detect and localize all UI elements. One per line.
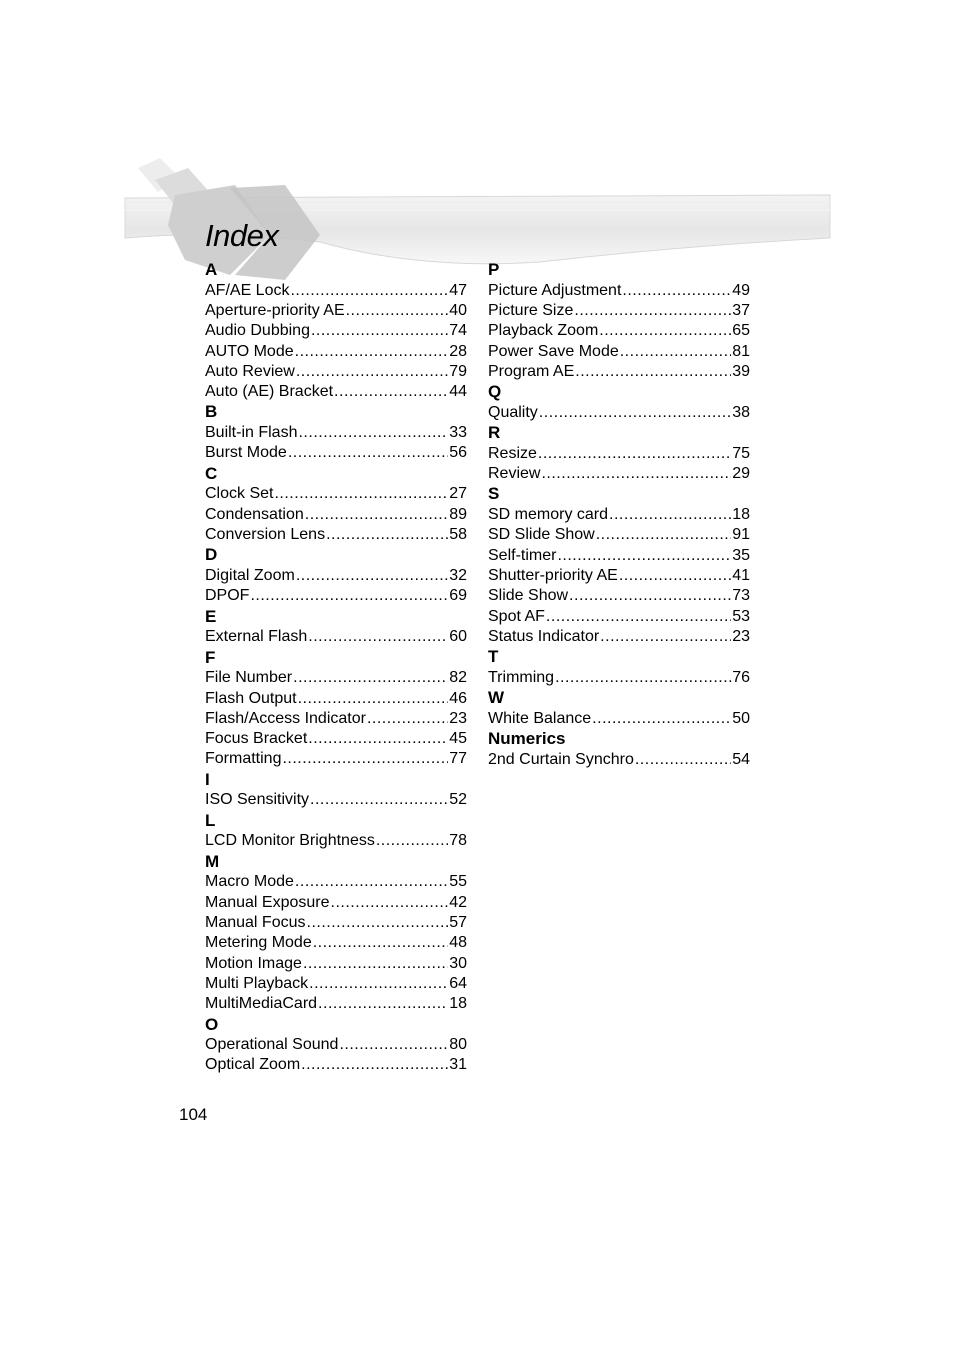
dot-leader [295, 872, 448, 892]
dot-leader [318, 994, 448, 1014]
index-entry [488, 525, 750, 545]
index-entry-page: 37 [732, 301, 750, 319]
index-entry [488, 321, 750, 341]
index-entry-term: Self-timer [488, 546, 557, 564]
index-section-heading: Q [488, 382, 502, 402]
index-section-heading: T [488, 647, 499, 667]
index-entry-term: SD Slide Show [488, 526, 595, 544]
index-entry-term: Flash/Access Indicator [205, 709, 366, 727]
index-entry-term: Manual Focus [205, 914, 306, 932]
index-section-heading: Numerics [488, 729, 566, 749]
index-entry-page: 69 [449, 587, 467, 605]
index-column-left [205, 260, 467, 1076]
index-entry-term: File Number [205, 669, 293, 687]
index-entry-page: 77 [449, 750, 467, 768]
index-entry [488, 750, 750, 770]
index-entry-term: Auto Review [205, 362, 295, 380]
index-entry-term: Aperture-priority AE [205, 301, 345, 319]
index-section-heading: W [488, 688, 505, 708]
index-entry-term: Metering Mode [205, 934, 312, 952]
page-number: 104 [179, 1105, 208, 1124]
index-entry-page: 38 [732, 403, 750, 421]
dot-leader [600, 627, 731, 647]
dot-leader [592, 709, 731, 729]
index-entry [488, 709, 750, 729]
index-entry-page: 18 [449, 995, 467, 1013]
index-section-heading: F [205, 647, 216, 667]
dot-leader [293, 668, 448, 688]
dot-leader [307, 913, 449, 933]
index-entry-term: Resize [488, 444, 537, 462]
index-entry [488, 301, 750, 321]
index-entry-page: 89 [449, 505, 467, 523]
index-section-heading: S [488, 484, 500, 504]
index-entry [488, 444, 750, 464]
index-entry-page: 80 [449, 1036, 467, 1054]
index-entry [488, 546, 750, 566]
index-entry [488, 505, 750, 525]
dot-leader [298, 689, 449, 709]
index-entry [205, 689, 467, 709]
dot-leader [346, 301, 449, 321]
index-section-heading: L [205, 810, 216, 830]
index-entry-term: Quality [488, 403, 538, 421]
index-entry [488, 586, 750, 606]
dot-leader [290, 281, 448, 301]
dot-leader [305, 505, 448, 525]
index-entry-page: 57 [449, 914, 467, 932]
index-entry-page: 23 [732, 627, 750, 645]
index-entry-page: 82 [449, 669, 467, 687]
index-entry-term: 2nd Curtain Synchro [488, 750, 634, 768]
index-entry-term: Status Indicator [488, 627, 600, 645]
index-entry-page: 31 [449, 1056, 467, 1074]
index-entry [205, 1055, 467, 1075]
index-entry-page: 55 [449, 873, 467, 891]
dot-leader [367, 709, 448, 729]
dot-leader [609, 505, 731, 525]
dot-leader [308, 627, 448, 647]
index-entry-page: 32 [449, 567, 467, 585]
index-entry-term: LCD Monitor Brightness [205, 832, 375, 850]
index-entry-term: Flash Output [205, 689, 297, 707]
index-entry-term: Operational Sound [205, 1036, 339, 1054]
index-section-heading: D [205, 545, 218, 565]
index-entry [488, 342, 750, 362]
index-entry-page: 49 [732, 281, 750, 299]
index-entry-term: Power Save Mode [488, 342, 619, 360]
index-entry-term: MultiMediaCard [205, 995, 318, 1013]
dot-leader [296, 566, 448, 586]
index-entry-page: 64 [449, 974, 467, 992]
index-entry [488, 281, 750, 301]
index-entry-term: Conversion Lens [205, 526, 326, 544]
index-entry-page: 45 [449, 730, 467, 748]
index-entry-page: 75 [732, 444, 750, 462]
index-entry-term: Picture Size [488, 301, 574, 319]
index-entry-page: 76 [732, 668, 750, 686]
dot-leader [313, 933, 448, 953]
index-entry [205, 566, 467, 586]
index-entry [205, 893, 467, 913]
index-entry [488, 566, 750, 586]
index-section-heading: R [488, 423, 501, 443]
index-entry-page: 44 [449, 383, 467, 401]
index-entry-page: 46 [449, 689, 467, 707]
index-entry [205, 872, 467, 892]
dot-leader [326, 525, 448, 545]
index-entry [205, 525, 467, 545]
index-entry [488, 607, 750, 627]
index-entry-term: AUTO Mode [205, 342, 294, 360]
dot-leader [541, 464, 731, 484]
index-entry-term: Picture Adjustment [488, 281, 622, 299]
index-entry-term: AF/AE Lock [205, 281, 290, 299]
index-entry-term: Review [488, 465, 541, 483]
index-entry-term: Trimming [488, 668, 555, 686]
index-entry-term: Slide Show [488, 587, 569, 605]
index-entry [205, 281, 467, 301]
index-entry-term: Program AE [488, 362, 575, 380]
index-entry [205, 627, 467, 647]
index-entry-page: 74 [449, 322, 467, 340]
index-entry [205, 484, 467, 504]
index-entry [205, 505, 467, 525]
dot-leader [635, 750, 731, 770]
dot-leader [301, 1055, 448, 1075]
dot-leader [620, 342, 731, 362]
index-entry-page: 27 [449, 485, 467, 503]
index-entry-page: 42 [449, 893, 467, 911]
index-entry [205, 954, 467, 974]
index-entry-page: 56 [449, 444, 467, 462]
dot-leader [575, 362, 731, 382]
index-section-heading: C [205, 463, 218, 483]
index-entry-term: ISO Sensitivity [205, 791, 310, 809]
index-entry [488, 403, 750, 423]
index-entry-page: 33 [449, 424, 467, 442]
index-entry [205, 709, 467, 729]
index-entry [205, 423, 467, 443]
index-entry-page: 48 [449, 934, 467, 952]
index-entry [205, 586, 467, 606]
index-entry-page: 30 [449, 954, 467, 972]
index-section-heading: B [205, 402, 218, 422]
dot-leader [310, 790, 448, 810]
index-entry-page: 73 [732, 587, 750, 605]
dot-leader [339, 1035, 448, 1055]
index-entry-page: 28 [449, 342, 467, 360]
index-entry-term: Audio Dubbing [205, 322, 310, 340]
dot-leader [557, 546, 731, 566]
dot-leader [309, 974, 448, 994]
dot-leader [295, 342, 449, 362]
index-entry-page: 78 [449, 832, 467, 850]
index-entry [205, 342, 467, 362]
index-entry-term: DPOF [205, 587, 250, 605]
index-entry [205, 729, 467, 749]
index-entry-term: Built-in Flash [205, 424, 298, 442]
index-entry-page: 53 [732, 607, 750, 625]
dot-leader [574, 301, 731, 321]
page-title: Index [205, 218, 279, 253]
index-entry-term: Motion Image [205, 954, 302, 972]
index-entry [205, 790, 467, 810]
index-entry-page: 50 [732, 709, 750, 727]
index-entry [205, 362, 467, 382]
index-entry-page: 35 [732, 546, 750, 564]
index-entry [205, 1035, 467, 1055]
index-entry [205, 321, 467, 341]
dot-leader [298, 423, 448, 443]
index-entry-page: 65 [732, 322, 750, 340]
dot-leader [546, 607, 731, 627]
index-entry-page: 54 [732, 750, 750, 768]
index-entry-page: 52 [449, 791, 467, 809]
index-entry-page: 47 [449, 281, 467, 299]
index-section-heading: I [205, 769, 210, 789]
index-entry [205, 443, 467, 463]
index-entry [205, 994, 467, 1014]
index-column-right [488, 260, 750, 770]
dot-leader [334, 382, 448, 402]
index-section-heading: O [205, 1014, 219, 1034]
index-entry-page: 39 [732, 362, 750, 380]
dot-leader [274, 484, 448, 504]
index-entry [205, 933, 467, 953]
index-entry [205, 831, 467, 851]
index-section-heading: M [205, 851, 220, 871]
index-entry-term: SD memory card [488, 506, 609, 524]
index-entry-page: 40 [449, 301, 467, 319]
dot-leader [539, 403, 731, 423]
index-entry-term: Clock Set [205, 485, 274, 503]
dot-leader [596, 525, 731, 545]
index-entry-page: 81 [732, 342, 750, 360]
index-entry-term: Playback Zoom [488, 322, 599, 340]
dot-leader [622, 281, 731, 301]
index-section-heading: E [205, 606, 217, 626]
index-entry-term: Spot AF [488, 607, 545, 625]
index-section-heading: P [488, 260, 500, 279]
index-section-heading: A [205, 260, 218, 279]
dot-leader [288, 443, 448, 463]
index-entry-term: Formatting [205, 750, 282, 768]
dot-leader [282, 749, 448, 769]
index-entry-term: Condensation [205, 505, 304, 523]
index-entry-term: Shutter-priority AE [488, 567, 618, 585]
dot-leader [303, 954, 448, 974]
index-entry [488, 464, 750, 484]
index-entry [205, 913, 467, 933]
index-entry-page: 91 [732, 526, 750, 544]
index-entry-term: Manual Exposure [205, 893, 330, 911]
index-entry-term: Optical Zoom [205, 1056, 301, 1074]
dot-leader [250, 586, 448, 606]
index-entry [488, 362, 750, 382]
index-entry [205, 382, 467, 402]
dot-leader [555, 668, 731, 688]
dot-leader [296, 362, 448, 382]
index-entry [205, 749, 467, 769]
index-entry-term: Digital Zoom [205, 567, 295, 585]
dot-leader [619, 566, 731, 586]
index-entry-page: 79 [449, 362, 467, 380]
dot-leader [538, 444, 731, 464]
index-entry [205, 301, 467, 321]
index-entry-page: 60 [449, 628, 467, 646]
dot-leader [599, 321, 731, 341]
index-entry [205, 974, 467, 994]
index-entry [488, 668, 750, 688]
index-entry-page: 41 [732, 567, 750, 585]
index-entry-page: 18 [732, 506, 750, 524]
index-entry-term: White Balance [488, 709, 592, 727]
index-entry-page: 29 [732, 465, 750, 483]
index-entry-term: Macro Mode [205, 873, 294, 891]
index-entry [488, 627, 750, 647]
dot-leader [308, 729, 448, 749]
dot-leader [376, 831, 448, 851]
index-entry-term: Burst Mode [205, 444, 287, 462]
index-entry-page: 58 [449, 526, 467, 544]
dot-leader [331, 893, 449, 913]
index-entry-term: Focus Bracket [205, 730, 308, 748]
index-entry-term: External Flash [205, 628, 308, 646]
dot-leader [311, 321, 448, 341]
dot-leader [569, 586, 731, 606]
index-entry-term: Multi Playback [205, 974, 309, 992]
index-entry-page: 23 [449, 709, 467, 727]
index-entry [205, 668, 467, 688]
index-entry-term: Auto (AE) Bracket [205, 383, 334, 401]
